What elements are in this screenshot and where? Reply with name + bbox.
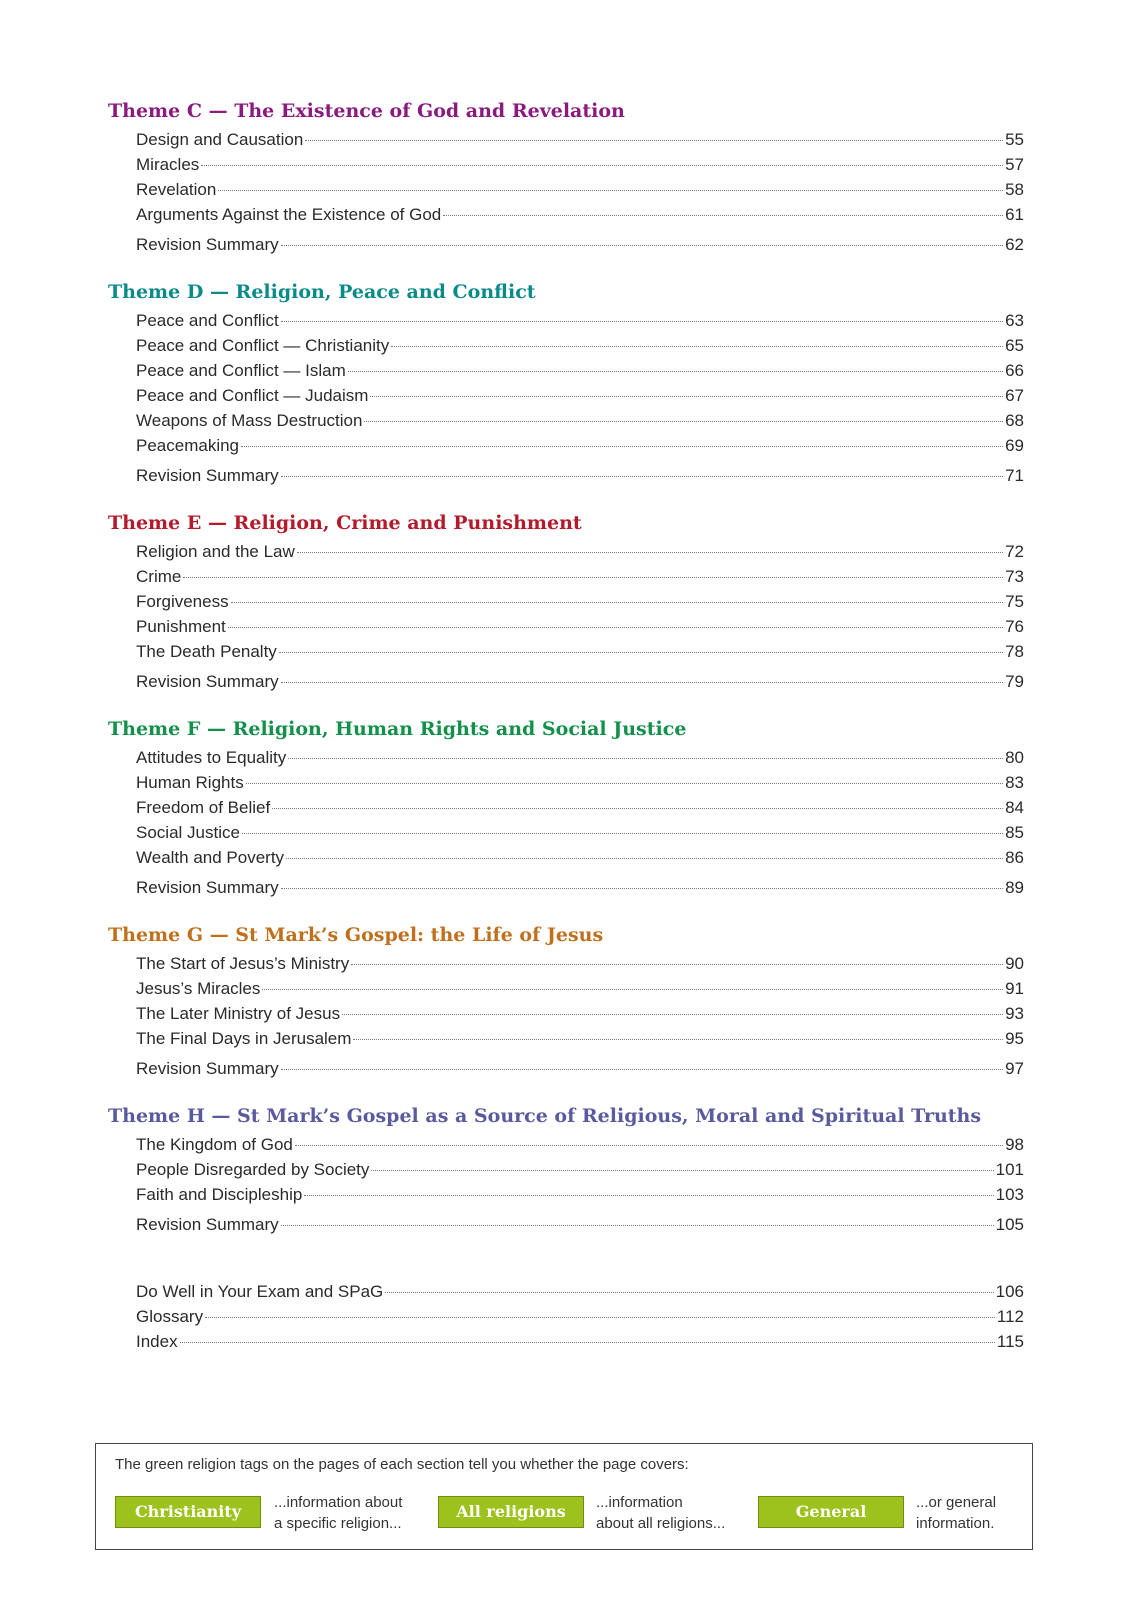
entry-label: Attitudes to Equality (136, 748, 287, 767)
entry-label: Peace and Conflict — Judaism (136, 386, 369, 405)
entry-page: 98 (1005, 1135, 1024, 1154)
entry-label: The Start of Jesus’s Ministry (136, 954, 350, 973)
entry-label: Human Rights (136, 773, 244, 792)
entry-label: Social Justice (136, 823, 240, 842)
entry-page: 62 (1005, 235, 1024, 254)
entry-page: 115 (996, 1332, 1024, 1351)
toc-entry[interactable] (136, 408, 1024, 433)
leader-dots (370, 396, 1003, 397)
entry-page: 93 (1005, 1004, 1024, 1023)
entry-page: 91 (1005, 979, 1024, 998)
revision-summary-entry[interactable] (136, 875, 1024, 900)
toc-entry[interactable] (136, 614, 1024, 639)
entry-page: 66 (1005, 361, 1024, 380)
entry-label: Revelation (136, 180, 217, 199)
entry-label: The Later Ministry of Jesus (136, 1004, 341, 1023)
leader-dots (242, 833, 1003, 834)
entry-label: Faith and Discipleship (136, 1185, 303, 1204)
leader-dots (228, 627, 1003, 628)
entry-label: Jesus’s Miracles (136, 979, 261, 998)
entry-label: Peace and Conflict — Islam (136, 361, 346, 380)
leader-dots (305, 140, 1003, 141)
leader-dots (288, 758, 1003, 759)
theme-f-title: Theme F — Religion, Human Rights and Social Justice (108, 718, 687, 740)
revision-summary-entry[interactable] (136, 1056, 1024, 1081)
note-line: ...information (596, 1494, 683, 1511)
entry-page: 97 (1005, 1059, 1024, 1078)
note-line: a specific religion... (274, 1515, 402, 1532)
christianity-tag: Christianity (115, 1496, 261, 1528)
toc-entry[interactable] (136, 951, 1024, 976)
entry-page: 67 (1005, 386, 1024, 405)
entry-label: Freedom of Belief (136, 798, 271, 817)
entry-label: People Disregarded by Society (136, 1160, 370, 1179)
revision-summary-entry[interactable] (136, 463, 1024, 488)
leader-dots (351, 964, 1003, 965)
toc-entry[interactable] (136, 745, 1024, 770)
entry-page: 71 (1005, 466, 1024, 485)
entry-label: Peacemaking (136, 436, 240, 455)
entry-page: 78 (1005, 642, 1024, 661)
revision-summary-entry[interactable] (136, 232, 1024, 257)
toc-entry[interactable] (136, 1132, 1024, 1157)
theme-f-section (108, 716, 1024, 900)
theme-c-section (108, 98, 1024, 257)
leader-dots (180, 1342, 995, 1343)
toc-entry[interactable] (136, 539, 1024, 564)
entry-page: 95 (1005, 1029, 1024, 1048)
entry-page: 90 (1005, 954, 1024, 973)
revision-summary-entry[interactable] (136, 669, 1024, 694)
theme-g-section (108, 922, 1024, 1081)
toc-entry[interactable] (136, 639, 1024, 664)
theme-c-title: Theme C — The Existence of God and Revelation (108, 100, 625, 122)
entry-page: 55 (1005, 130, 1024, 149)
entry-label: The Death Penalty (136, 642, 277, 661)
theme-e-title: Theme E — Religion, Crime and Punishment (108, 512, 582, 534)
toc-entry-index[interactable] (136, 1329, 1024, 1354)
entry-page: 80 (1005, 748, 1024, 767)
leader-dots (281, 888, 1003, 889)
toc-entry[interactable] (136, 308, 1024, 333)
toc-entry[interactable] (136, 1026, 1024, 1051)
toc-entry[interactable] (136, 976, 1024, 1001)
entry-label: Miracles (136, 155, 200, 174)
legend-intro: The green religion tags on the pages of each section tell you whether the page covers: (115, 1456, 689, 1473)
entry-label: Wealth and Poverty (136, 848, 285, 867)
entry-page: 57 (1005, 155, 1024, 174)
theme-d-title: Theme D — Religion, Peace and Conflict (108, 281, 536, 303)
entry-label: Revision Summary (136, 1215, 279, 1234)
leader-dots (272, 808, 1003, 809)
note-line: information. (916, 1515, 995, 1532)
entry-page: 65 (1005, 336, 1024, 355)
entry-page: 68 (1005, 411, 1024, 430)
theme-h-section (108, 1103, 1024, 1237)
theme-e-section (108, 510, 1024, 694)
entry-label: Index (136, 1332, 178, 1351)
entry-label: Peace and Conflict — Christianity (136, 336, 390, 355)
entry-page: 79 (1005, 672, 1024, 691)
leader-dots (443, 215, 1003, 216)
leader-dots (281, 682, 1003, 683)
entry-page: 63 (1005, 311, 1024, 330)
entry-label: Arguments Against the Existence of God (136, 205, 442, 224)
general-tag-note (916, 1492, 996, 1534)
entry-label: Peace and Conflict (136, 311, 279, 330)
leader-dots (262, 989, 1003, 990)
leader-dots (183, 577, 1003, 578)
entry-label: Glossary (136, 1307, 204, 1326)
toc-entry[interactable] (136, 433, 1024, 458)
leader-dots (295, 1145, 1003, 1146)
entry-page: 112 (996, 1307, 1024, 1326)
leader-dots (281, 476, 1003, 477)
note-line: ...information about (274, 1494, 403, 1511)
entry-page: 85 (1005, 823, 1024, 842)
leader-dots (205, 1317, 995, 1318)
entry-page: 73 (1005, 567, 1024, 586)
leader-dots (201, 165, 1003, 166)
entry-label: Weapons of Mass Destruction (136, 411, 363, 430)
entry-label: Revision Summary (136, 672, 279, 691)
all-religions-tag: All religions (438, 1496, 584, 1528)
leader-dots (348, 371, 1003, 372)
leader-dots (286, 858, 1003, 859)
entry-label: The Final Days in Jerusalem (136, 1029, 352, 1048)
toc-entry[interactable] (136, 770, 1024, 795)
general-tag: General (758, 1496, 904, 1528)
leader-dots (353, 1039, 1003, 1040)
leader-dots (364, 421, 1003, 422)
entry-label: Revision Summary (136, 235, 279, 254)
leader-dots (218, 190, 1003, 191)
theme-d-section (108, 279, 1024, 488)
toc-entry[interactable] (136, 795, 1024, 820)
leader-dots (371, 1170, 993, 1171)
leader-dots (241, 446, 1003, 447)
note-line: ...or general (916, 1494, 997, 1511)
entry-page: 84 (1005, 798, 1024, 817)
theme-h-title: Theme H — St Mark’s Gospel as a Source of Religious, Moral and Spiritual Truths (108, 1105, 982, 1127)
all-religions-tag-note (596, 1492, 725, 1534)
toc-entry[interactable] (136, 1001, 1024, 1026)
entry-label: Punishment (136, 617, 226, 636)
entry-page: 61 (1005, 205, 1024, 224)
toc-entry[interactable] (136, 845, 1024, 870)
toc-entry-glossary[interactable] (136, 1304, 1024, 1329)
toc-entry[interactable] (136, 127, 1024, 152)
entry-label: Revision Summary (136, 878, 279, 897)
toc-entry[interactable] (136, 358, 1024, 383)
entry-label: Do Well in Your Exam and SPaG (136, 1282, 384, 1301)
entry-label: Design and Causation (136, 130, 304, 149)
religion-tags-legend (95, 1443, 1033, 1550)
entry-page: 76 (1005, 617, 1024, 636)
table-of-contents (108, 98, 1024, 1354)
leader-dots (281, 1225, 994, 1226)
leader-dots (304, 1195, 993, 1196)
leader-dots (246, 783, 1003, 784)
leader-dots (385, 1292, 993, 1293)
leader-dots (297, 552, 1003, 553)
entry-label: Revision Summary (136, 1059, 279, 1078)
toc-entry[interactable] (136, 820, 1024, 845)
toc-entry[interactable] (136, 333, 1024, 358)
christianity-tag-note (274, 1492, 402, 1534)
toc-entry-exam[interactable] (136, 1279, 1024, 1304)
entry-label: Forgiveness (136, 592, 229, 611)
entry-page: 105 (995, 1215, 1024, 1234)
entry-page: 69 (1005, 436, 1024, 455)
leader-dots (342, 1014, 1003, 1015)
entry-page: 106 (995, 1282, 1024, 1301)
entry-page: 103 (995, 1185, 1024, 1204)
extras-section (108, 1279, 1024, 1354)
toc-entry[interactable] (136, 152, 1024, 177)
toc-entry[interactable] (136, 1182, 1024, 1207)
leader-dots (281, 245, 1003, 246)
leader-dots (281, 1069, 1003, 1070)
leader-dots (279, 652, 1003, 653)
toc-entry[interactable] (136, 589, 1024, 614)
toc-entry[interactable] (136, 177, 1024, 202)
entry-label: The Kingdom of God (136, 1135, 293, 1154)
toc-entry[interactable] (136, 202, 1024, 227)
toc-entry[interactable] (136, 1157, 1024, 1182)
entry-label: Religion and the Law (136, 542, 295, 561)
note-line: about all religions... (596, 1515, 726, 1532)
theme-g-title: Theme G — St Mark’s Gospel: the Life of Jesus (108, 924, 604, 946)
entry-page: 86 (1005, 848, 1024, 867)
entry-page: 83 (1005, 773, 1024, 792)
entry-page: 72 (1005, 542, 1024, 561)
toc-entry[interactable] (136, 564, 1024, 589)
leader-dots (391, 346, 1003, 347)
entry-page: 58 (1005, 180, 1024, 199)
entry-label: Crime (136, 567, 182, 586)
entry-label: Revision Summary (136, 466, 279, 485)
entry-page: 101 (995, 1160, 1024, 1179)
leader-dots (231, 602, 1003, 603)
entry-page: 89 (1005, 878, 1024, 897)
entry-page: 75 (1005, 592, 1024, 611)
leader-dots (281, 321, 1003, 322)
revision-summary-entry[interactable] (136, 1212, 1024, 1237)
toc-entry[interactable] (136, 383, 1024, 408)
